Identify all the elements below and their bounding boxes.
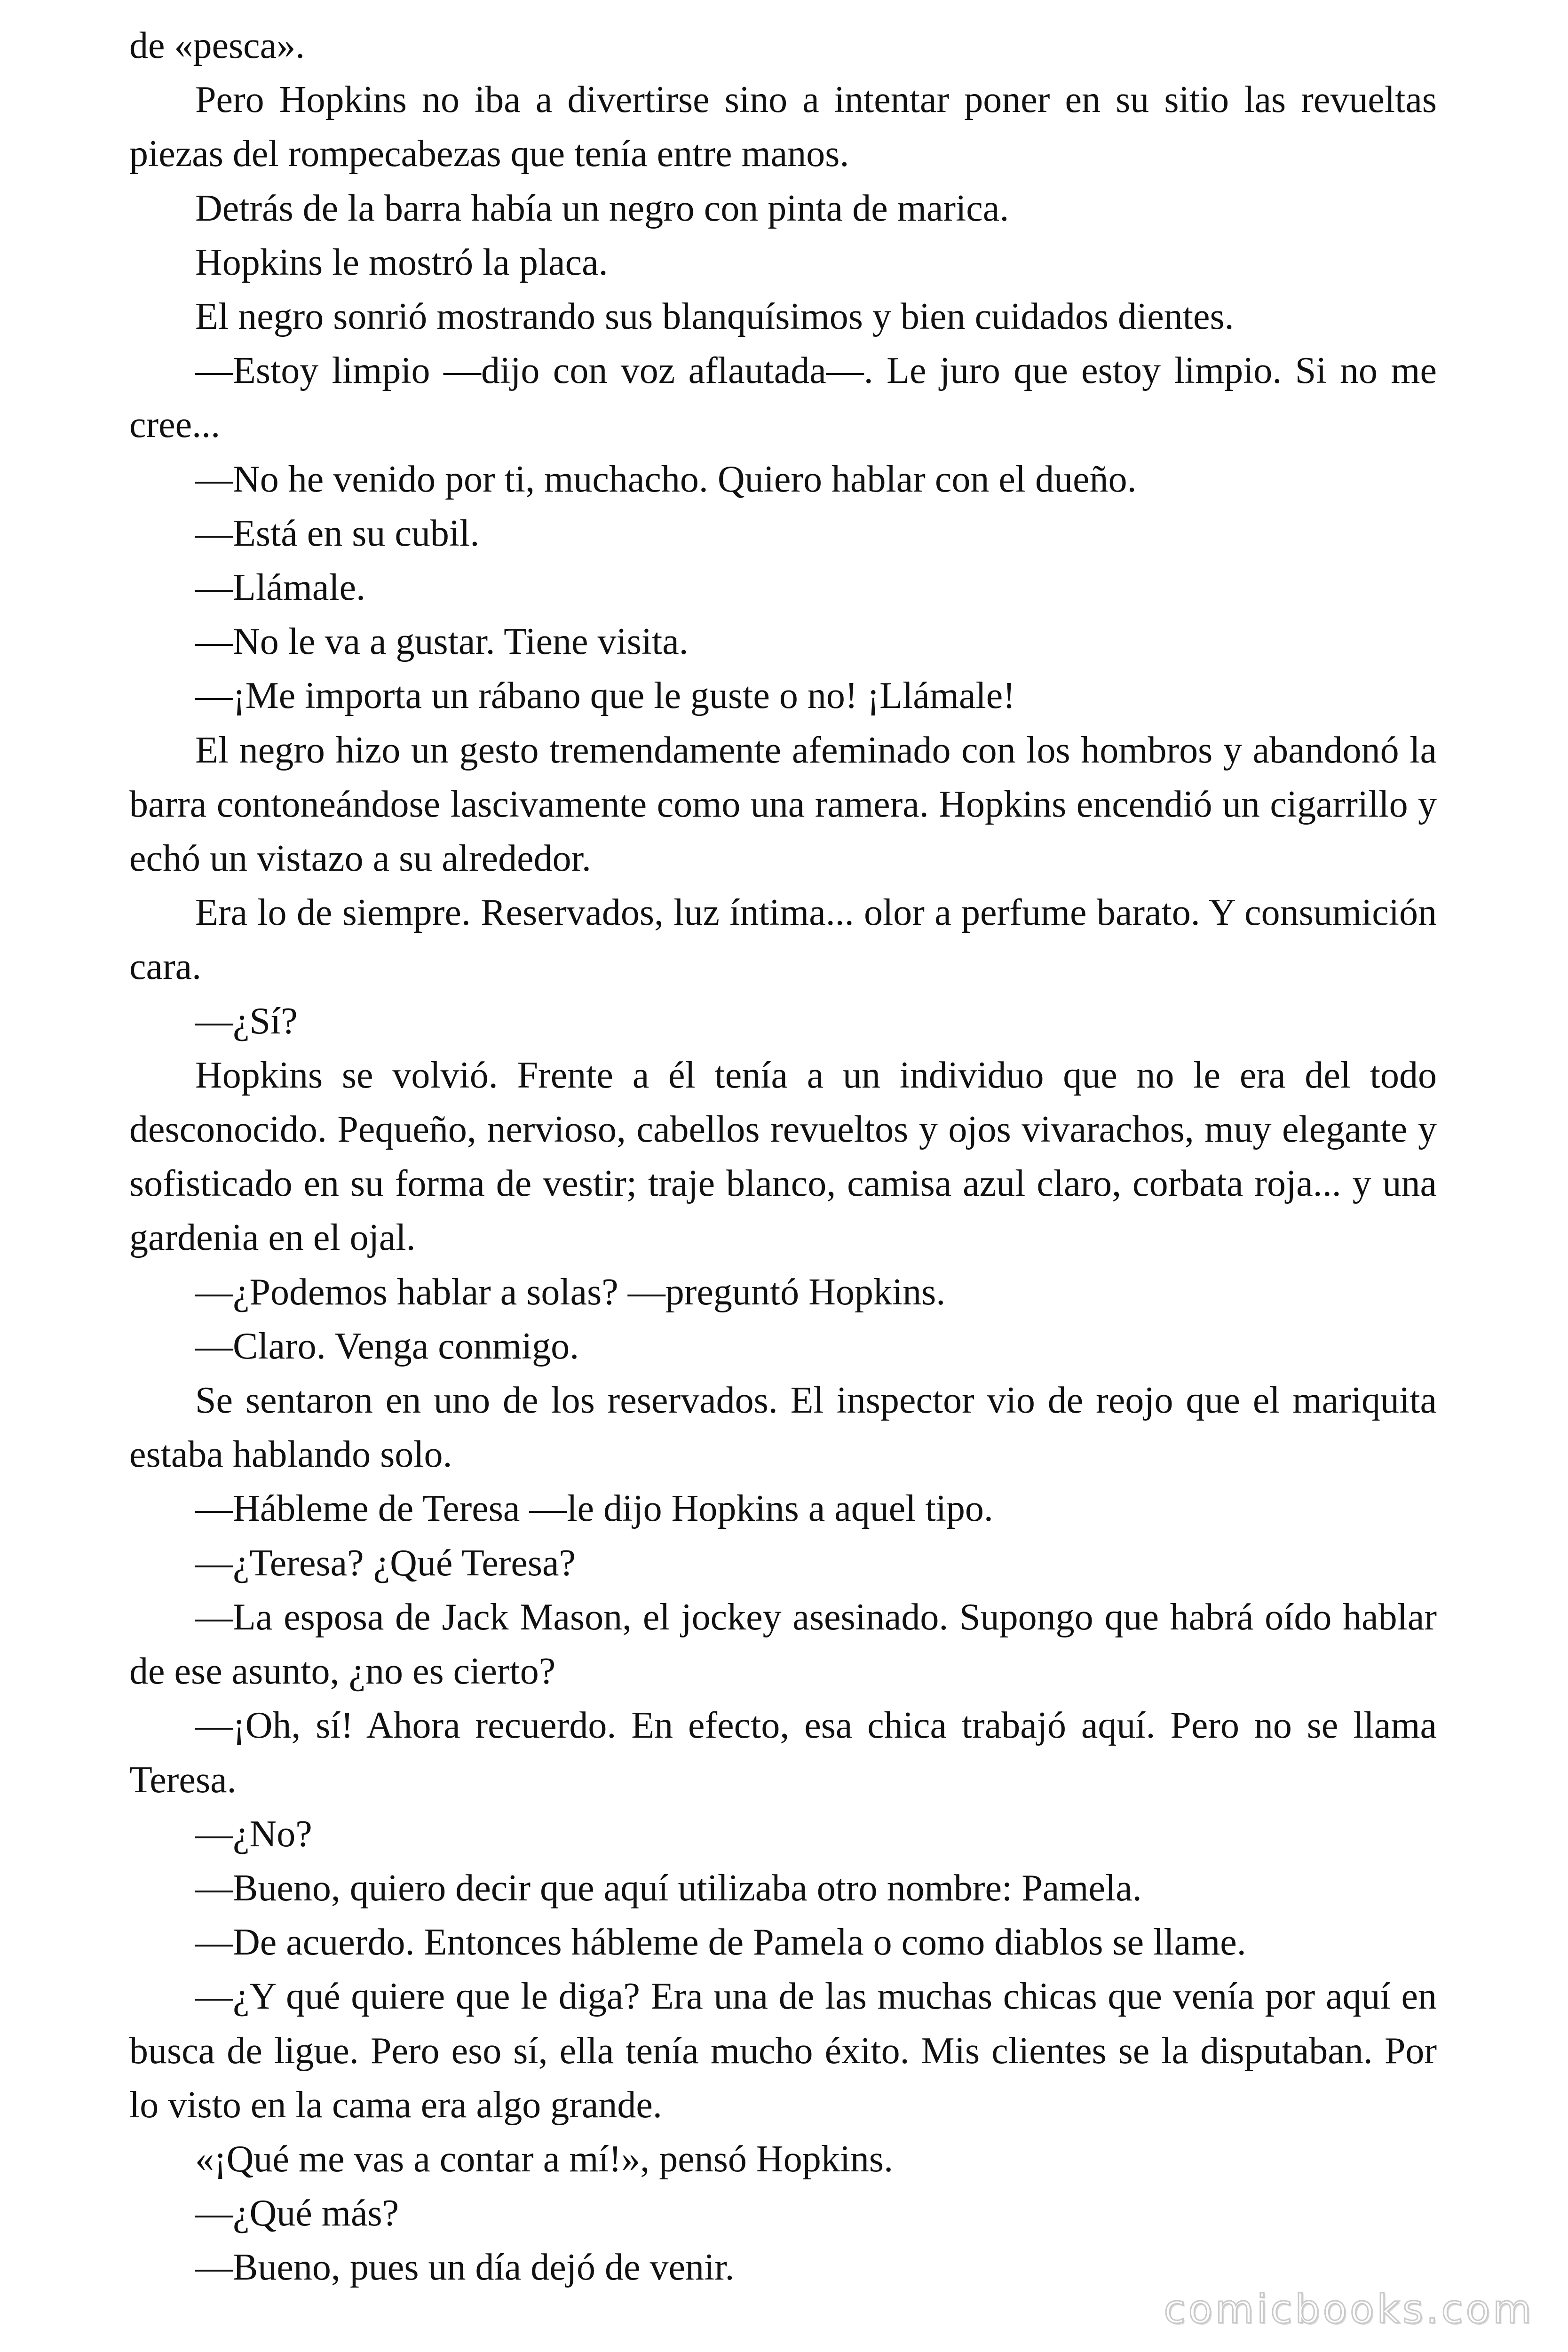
paragraph: Hopkins se volvió. Frente a él tenía a un individuo que no le era del todo desconocido. Pequeño, nervioso, cabellos revueltos y ojos vivarachos, muy elegante y sofisticado en su forma de vestir; traje blanco, camisa azul claro, corbata roja... y una gardenia en el ojal. [129, 1054, 1437, 1259]
watermark-logo: comicbooks.com [1164, 2286, 1534, 2332]
paragraph: —De acuerdo. Entonces hábleme de Pamela o como diablos se llame. [195, 1922, 1246, 1963]
paragraph: «¡Qué me vas a contar a mí!», pensó Hopkins. [195, 2138, 894, 2180]
paragraph: —Claro. Venga conmigo. [195, 1325, 579, 1367]
paragraph: —Bueno, quiero decir que aquí utilizaba otro nombre: Pamela. [195, 1867, 1142, 1909]
paragraph: —¡Oh, sí! Ahora recuerdo. En efecto, esa chica trabajó aquí. Pero no se llama Teresa. [129, 1705, 1437, 1801]
paragraph: Hopkins le mostró la placa. [195, 241, 608, 283]
paragraph: —¿Teresa? ¿Qué Teresa? [195, 1542, 576, 1584]
paragraph: —Hábleme de Teresa —le dijo Hopkins a aquel tipo. [195, 1488, 993, 1530]
paragraph: —No he venido por ti, muchacho. Quiero hablar con el dueño. [195, 458, 1137, 500]
paragraph: —Estoy limpio —dijo con voz aflautada—. Le juro que estoy limpio. Si no me cree... [129, 350, 1437, 446]
paragraph: —¿Sí? [195, 1000, 298, 1042]
paragraph: —¿Y qué quiere que le diga? Era una de las muchas chicas que venía por aquí en busca de ligue. Pero eso sí, ella tenía mucho éxito. Mis clientes se la disputaban. Por lo visto en la cama era algo grande. [129, 1976, 1437, 2126]
paragraph: —¿Podemos hablar a solas? —preguntó Hopkins. [195, 1271, 946, 1313]
paragraph: Era lo de siempre. Reservados, luz íntima... olor a perfume barato. Y consumición cara. [129, 892, 1437, 988]
paragraph: —¡Me importa un rábano que le guste o no! ¡Llámale! [195, 675, 1015, 717]
paragraph: —¿Qué más? [195, 2193, 399, 2234]
paragraph: —No le va a gustar. Tiene visita. [195, 621, 689, 663]
paragraph: —¿No? [195, 1813, 312, 1855]
paragraph: de «pesca». [129, 25, 305, 66]
paragraph: —Está en su cubil. [195, 512, 480, 554]
paragraph: —Bueno, pues un día dejó de venir. [195, 2247, 735, 2288]
paragraph: —Llámale. [195, 567, 366, 609]
paragraph: Pero Hopkins no iba a divertirse sino a intentar poner en su sitio las revueltas piezas del rompecabezas que tenía entre manos. [129, 79, 1437, 175]
paragraph: Se sentaron en uno de los reservados. El inspector vio de reojo que el mariquita estaba hablando solo. [129, 1380, 1437, 1476]
page-body-text [129, 19, 1437, 2295]
paragraph: Detrás de la barra había un negro con pinta de marica. [195, 187, 1009, 229]
paragraph: El negro hizo un gesto tremendamente afeminado con los hombros y abandonó la barra contoneándose lascivamente como una ramera. Hopkins encendió un cigarrillo y echó un vistazo a su alrededor. [129, 729, 1437, 880]
paragraph: El negro sonrió mostrando sus blanquísimos y bien cuidados dientes. [195, 296, 1234, 338]
paragraph: —La esposa de Jack Mason, el jockey asesinado. Supongo que habrá oído hablar de ese asunto, ¿no es cierto? [129, 1596, 1437, 1692]
